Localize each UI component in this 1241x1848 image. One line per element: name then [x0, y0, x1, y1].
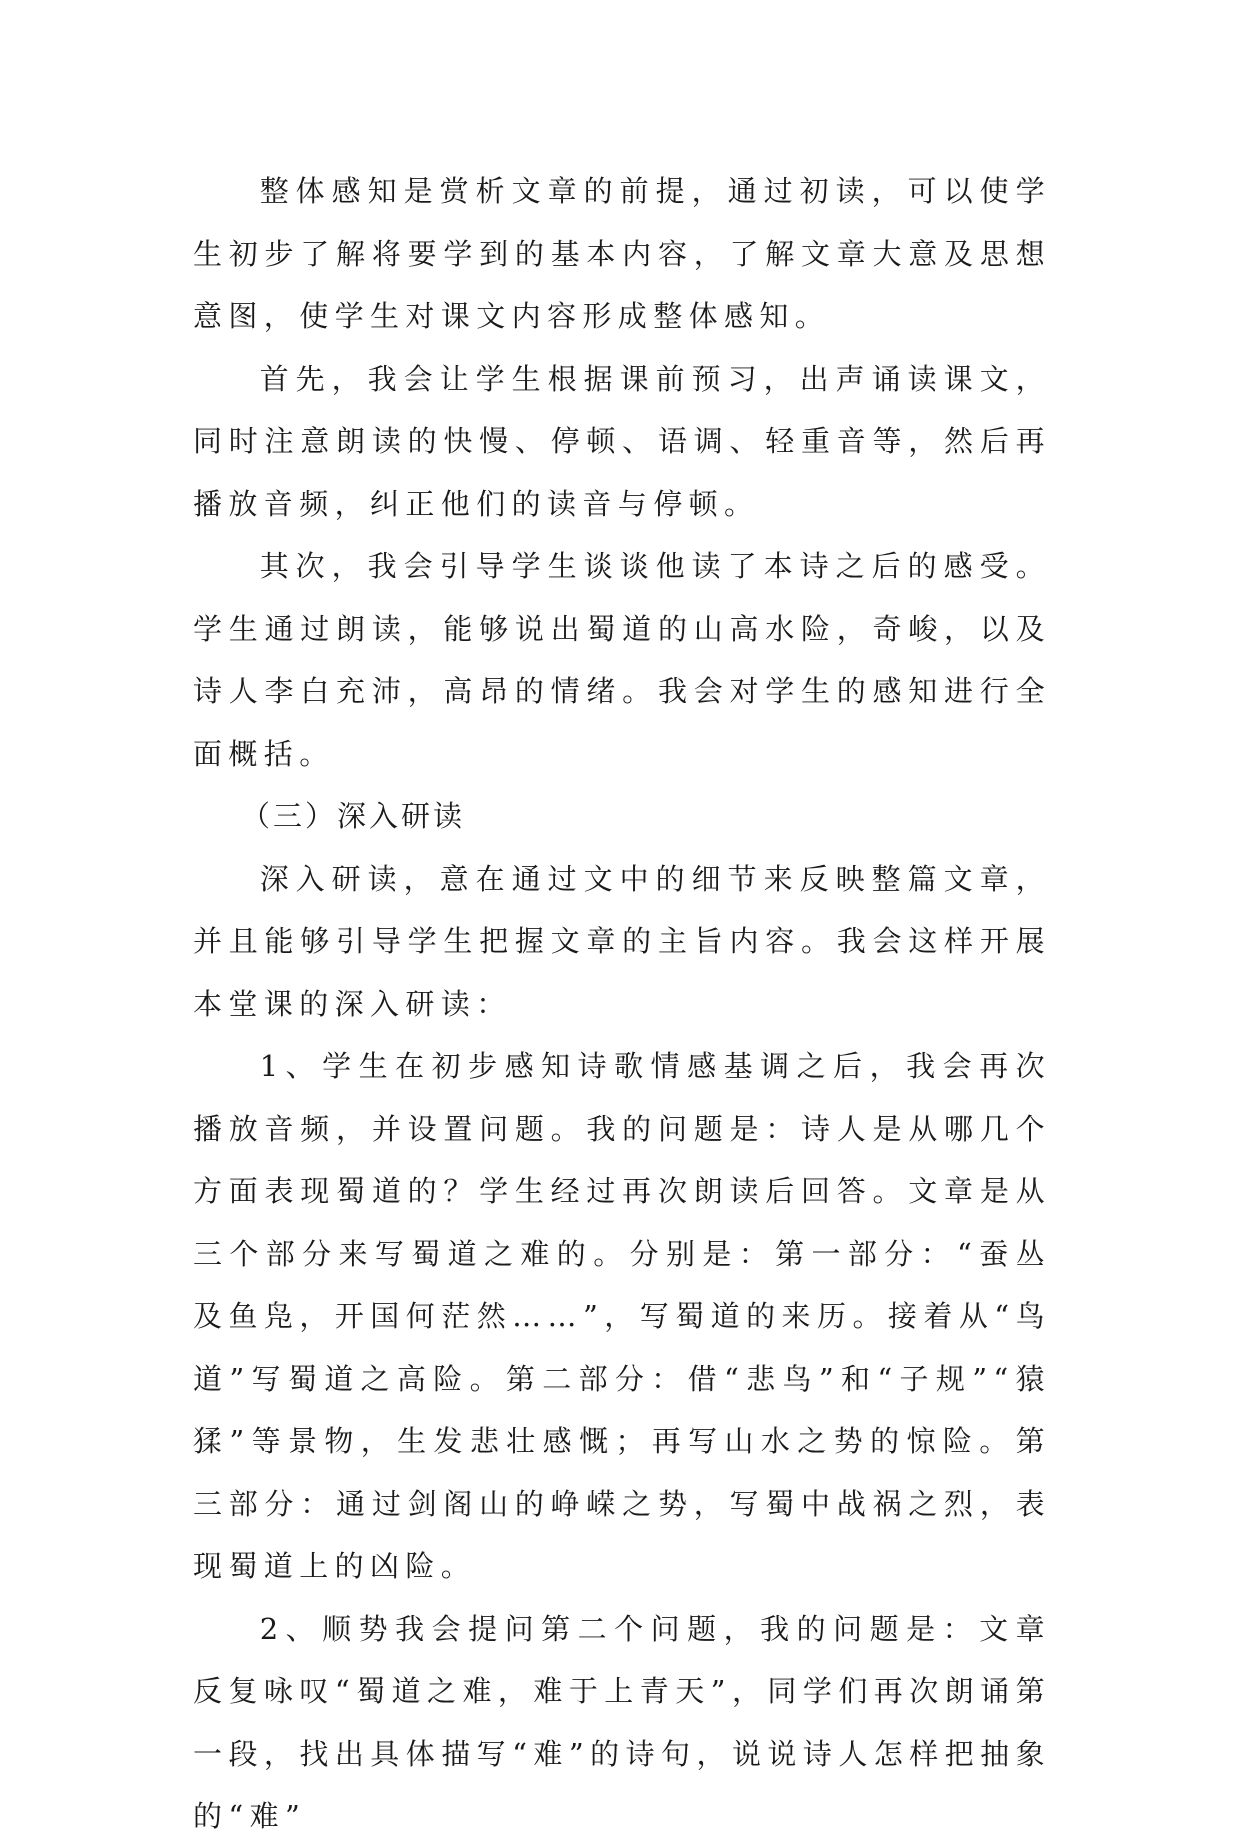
section-heading-deep-reading: （三）深入研读 [241, 799, 466, 833]
paragraph-second-feeling: 其次，我会引导学生谈谈他读了本诗之后的感受。学生通过朗读，能够说出蜀道的山高水险，奇峻，以及诗人李白充沛，高昂的情绪。我会对学生的感知进行全面概括。 [193, 549, 1051, 771]
paragraph-first-reading: 首先，我会让学生根据课前预习，出声诵读课文，同时注意朗读的快慢、停顿、语调、轻重音等，然后再播放音频，纠正他们的读音与停顿。 [193, 361, 1051, 521]
paragraph-question-one: 1、学生在初步感知诗歌情感基调之后，我会再次播放音频，并设置问题。我的问题是：诗人是从哪几个方面表现蜀道的？学生经过再次朗读后回答。文章是从三个部分来写蜀道之难的。分别是：第一部分：“蚕丛及鱼凫，开国何茫然……”，写蜀道的来历。接着从“鸟道”写蜀道之高险。第二部分：借“悲鸟”和“子规”“猿猱”等景物，生发悲壮感慨；再写山水之势的惊险。第三部分：通过剑阁山的峥嵘之势，写蜀中战祸之烈，表现蜀道上的凶险。 [193, 1049, 1051, 1583]
paragraph-deep-reading-intro: 深入研读，意在通过文中的细节来反映整篇文章，并且能够引导学生把握文章的主旨内容。我会这样开展本堂课的深入研读： [193, 861, 1051, 1021]
paragraph-overall-perception: 整体感知是赏析文章的前提，通过初读，可以使学生初步了解将要学到的基本内容，了解文章大意及思想意图，使学生对课文内容形成整体感知。 [193, 174, 1051, 333]
document-body [193, 160, 1051, 1848]
paragraph-question-two: 2、顺势我会提问第二个问题，我的问题是：文章反复咏叹“蜀道之难，难于上青天”，同学们再次朗诵第一段，找出具体描写“难”的诗句，说说诗人怎样把抽象的“难” [193, 1611, 1051, 1833]
